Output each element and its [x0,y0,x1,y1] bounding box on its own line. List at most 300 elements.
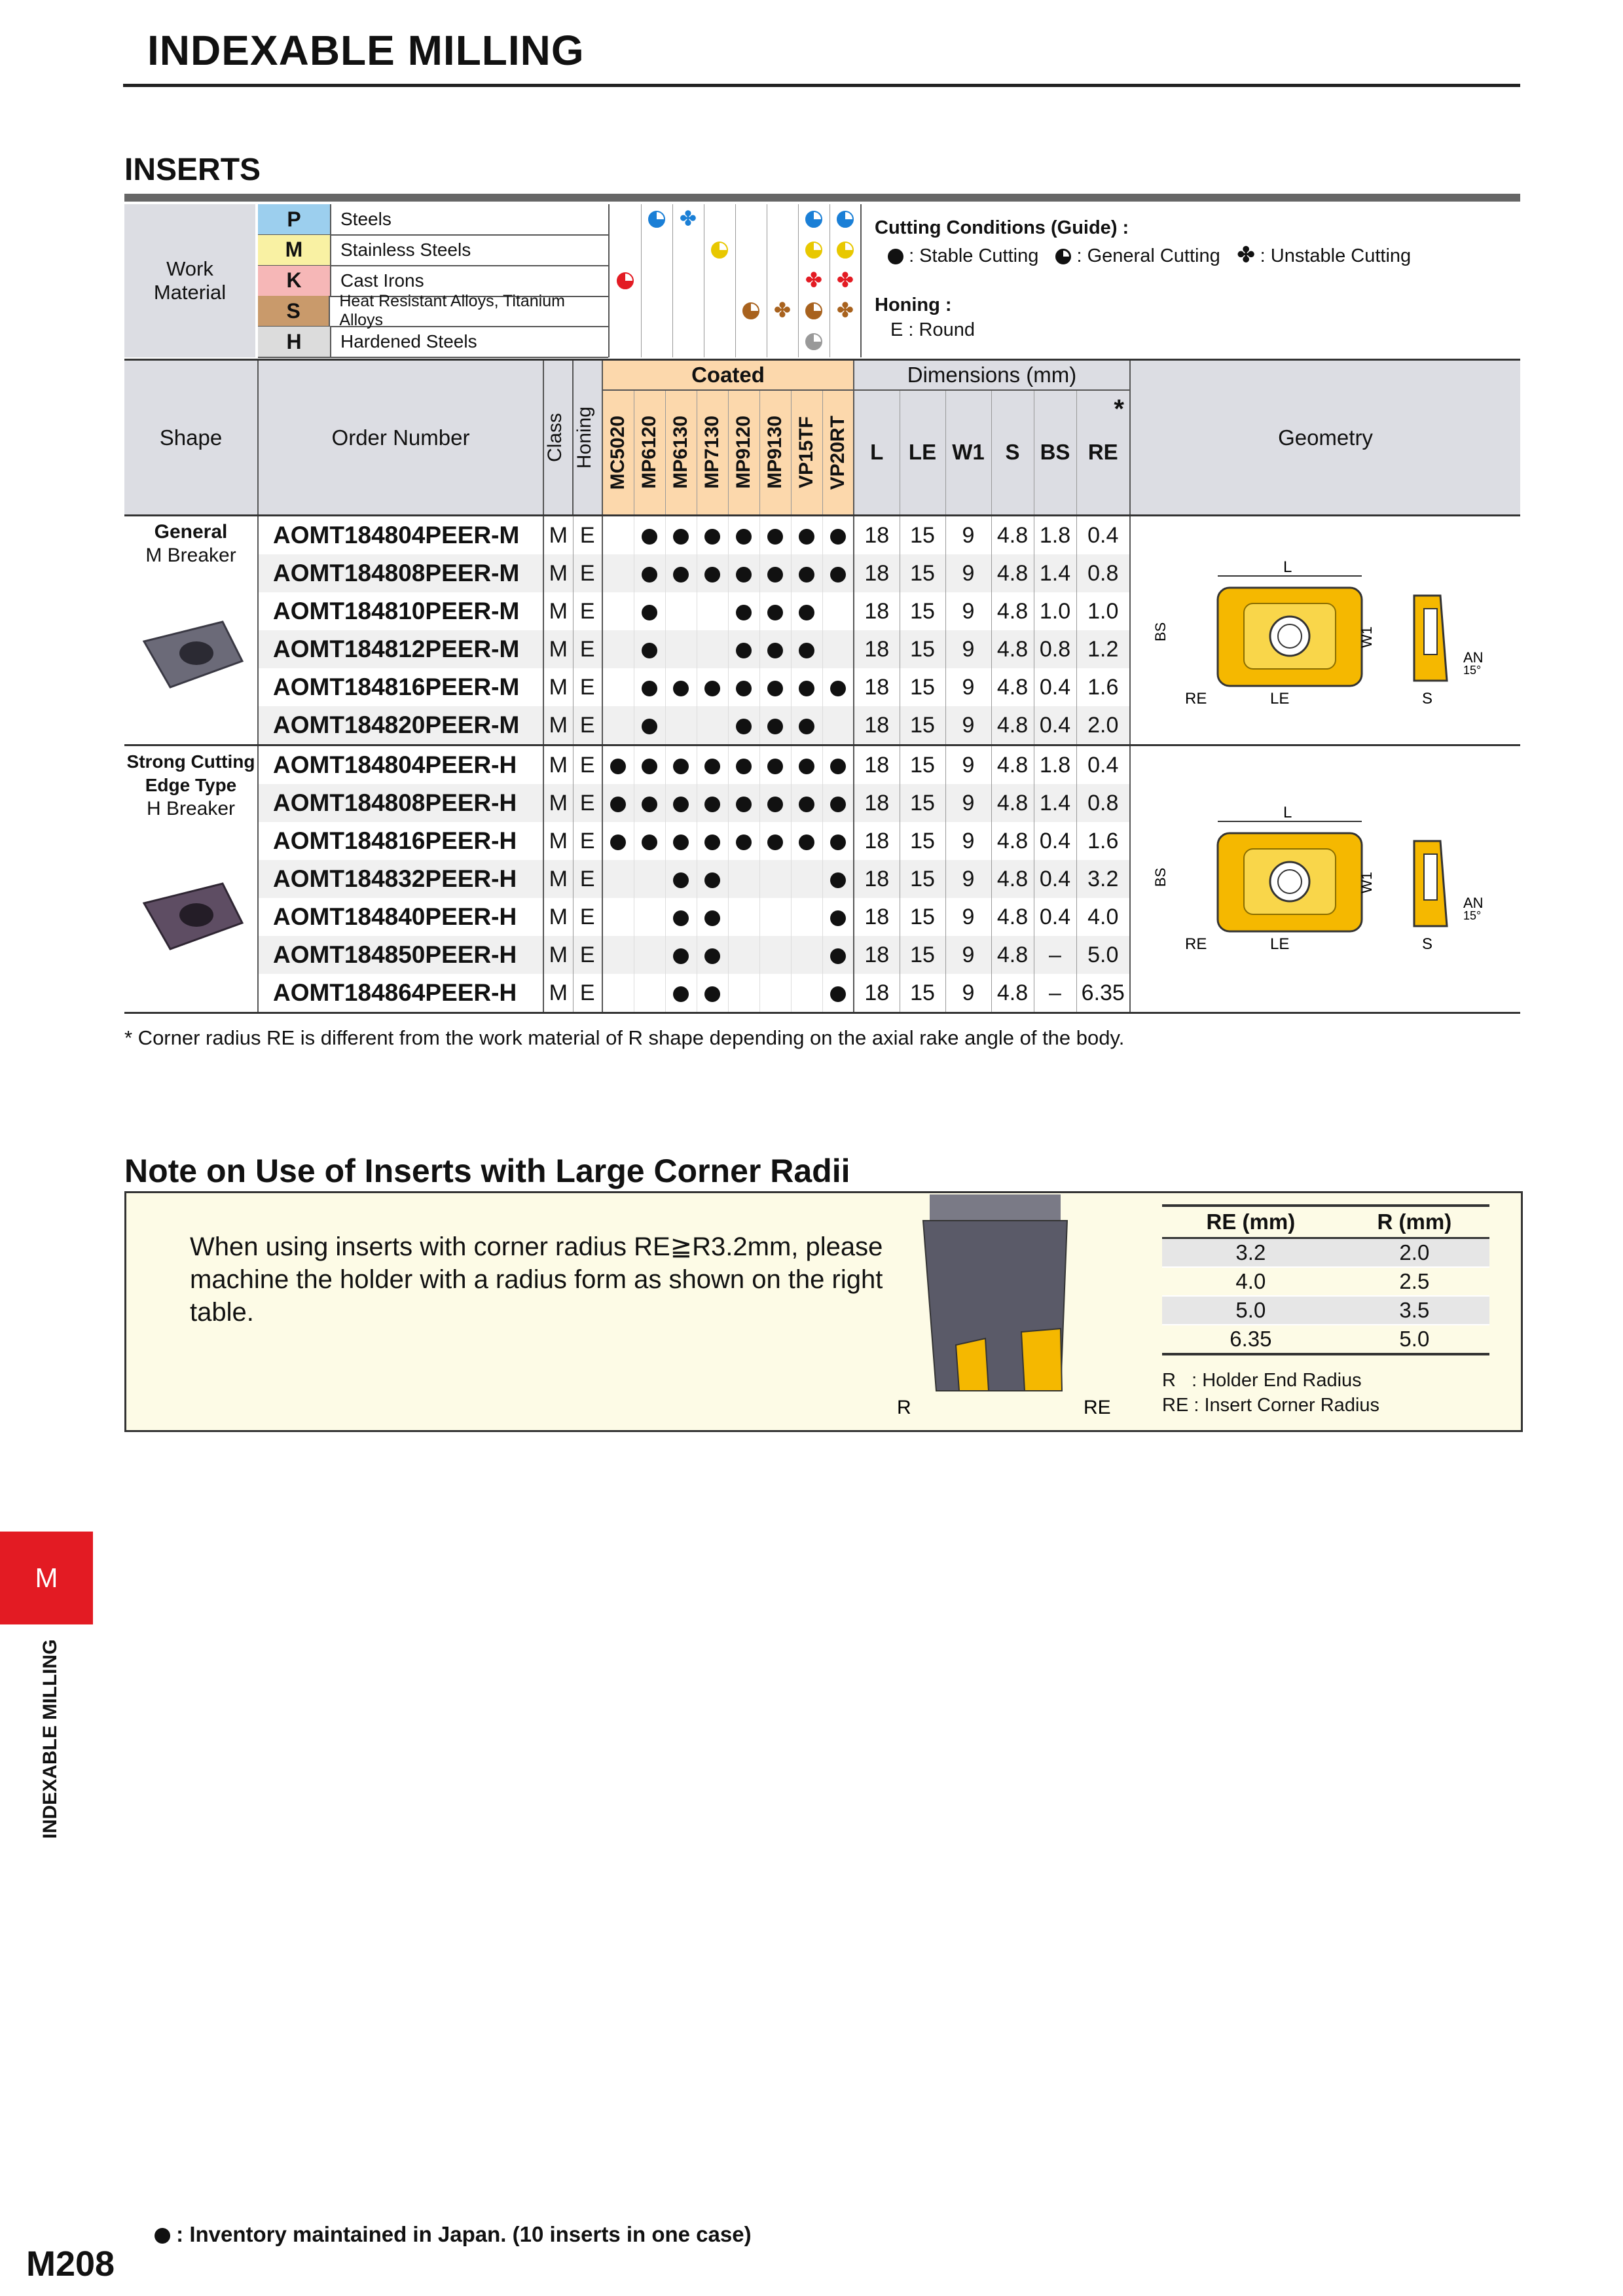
dimension-cell: 18 [854,592,900,630]
stock-dot-icon [704,872,720,888]
stock-dot-icon [767,605,783,620]
dimension-header-text: S [1005,440,1020,465]
dimension-cell: 15 [900,668,945,706]
dimension-header-text: RE [1087,440,1118,465]
grade-suitability-grid [608,204,862,357]
class-cell: M [543,936,573,974]
class-cell: M [543,745,573,785]
side-tab-text [34,1636,73,1852]
grade-header [697,390,728,516]
grade-cell [822,592,854,630]
order-number: AOMT184804PEER-H [258,745,543,785]
radius-table-cell: 2.5 [1340,1267,1489,1296]
order-number: AOMT184810PEER-M [258,592,543,630]
stock-dot-icon [673,759,689,774]
shape-header: Shape [124,360,258,516]
grade-cell [634,554,665,592]
dimension-cell: 18 [854,898,900,936]
grade-cell [822,974,854,1013]
grade-cell [602,860,634,898]
work-material-letter: P [258,204,331,234]
grade-cell [634,822,665,860]
dimension-cell: 9 [945,706,991,745]
dimension-cell: 4.8 [991,784,1034,822]
grade-grid-line [672,204,673,357]
grade-cell [822,554,854,592]
class-cell: M [543,668,573,706]
geometry-diagram-m [1152,556,1493,713]
grade-header-text: MP6120 [638,416,660,490]
unstable-cutting-icon: ✤ [774,300,791,322]
work-material-label-line2: Material [153,281,227,304]
class-header-text: Class [544,412,566,462]
insert-side-view-m [1414,596,1447,681]
stock-dot-icon [610,797,626,812]
radius-table-cell: 2.0 [1340,1238,1489,1268]
general-cutting-icon [1055,249,1071,264]
table-row [124,516,1520,555]
unstable-cutting-icon: ✤ [837,300,854,322]
grade-header [791,390,822,516]
grade-cell [728,554,759,592]
stock-dot-icon [767,529,783,545]
dimension-cell: 15 [900,706,945,745]
dim-label-an-m: AN [1463,649,1484,666]
grade-header [665,390,697,516]
unstable-cutting-icon: ✤ [837,269,854,291]
grade-header-text: MP6130 [670,416,691,490]
holder-label-r: R [897,1397,911,1418]
radius-table-cell: 5.0 [1340,1325,1489,1354]
unstable-cutting-icon: ✤ [805,269,822,291]
grade-cell [634,516,665,555]
dimension-cell: 9 [945,784,991,822]
grade-cell [728,668,759,706]
dimension-cell: 18 [854,974,900,1013]
stock-dot-icon [767,719,783,734]
general-cutting-icon [648,211,665,228]
work-material-letter: K [258,266,331,296]
dimension-cell: 9 [945,822,991,860]
stock-dot-icon [830,948,846,964]
grade-cell [602,936,634,974]
stock-dot-icon [767,681,783,696]
work-material-label [124,204,255,357]
grade-cell [822,668,854,706]
note-text: When using inserts with corner radius RE≧R3.2mm, please machine the holder with a radius form as shown on the right table. [190,1232,883,1327]
dimensions-header: Dimensions (mm) [854,360,1130,390]
cutting-conditions-title: Cutting Conditions (Guide) : [875,217,1129,238]
radius-table-cell: 3.2 [1162,1238,1340,1268]
dimension-cell: – [1034,974,1076,1013]
dimension-cell: 4.8 [991,554,1034,592]
stock-dot-icon [767,567,783,583]
grade-cell [634,860,665,898]
stock-dot-icon [642,759,657,774]
dimension-header [1076,390,1130,516]
dimension-cell: 1.6 [1076,668,1130,706]
coated-header: Coated [602,360,854,390]
grade-cell [728,745,759,785]
grade-cell [634,974,665,1013]
dimension-cell: 0.8 [1034,630,1076,668]
radius-table-header: R (mm) [1340,1206,1489,1238]
class-cell: M [543,592,573,630]
grade-cell [697,860,728,898]
stock-dot-icon [704,797,720,812]
stock-dot-icon [673,681,689,696]
work-material-row [258,235,608,266]
honing-cell: E [573,745,602,785]
order-number: AOMT184832PEER-H [258,860,543,898]
dimension-header-text: L [870,440,884,465]
grade-cell [665,592,697,630]
honing-cell: E [573,668,602,706]
grade-header-text: MP9120 [733,416,754,490]
grade-cell [822,745,854,785]
stock-dot-icon [767,759,783,774]
dimension-cell: 9 [945,554,991,592]
class-cell: M [543,784,573,822]
work-material-name: Cast Irons [340,270,424,291]
grade-cell [791,630,822,668]
dimension-cell: 18 [854,630,900,668]
grade-cell [697,592,728,630]
grade-cell [822,630,854,668]
honing-cell: E [573,974,602,1013]
stock-dot-icon [642,529,657,545]
stock-dot-icon [736,681,752,696]
honing-cell: E [573,860,602,898]
general-cutting-icon [617,272,634,289]
stock-dot-icon [830,986,846,1002]
work-material-row [258,292,608,330]
general-cutting-icon [837,211,854,228]
stock-dot-icon [704,681,720,696]
dimension-cell: 15 [900,784,945,822]
dimension-header [945,390,991,516]
stock-dot-icon [704,948,720,964]
grade-cell [728,936,759,974]
grade-cell [759,516,791,555]
class-header [543,360,573,516]
grade-cell [759,706,791,745]
dimension-cell: 15 [900,974,945,1013]
order-number: AOMT184808PEER-H [258,784,543,822]
stock-dot-icon [799,681,814,696]
dim-label-re-h: RE [1185,935,1207,953]
grade-cell [697,936,728,974]
grade-header [634,390,665,516]
grade-grid-line [798,204,799,357]
grade-cell [602,745,634,785]
radius-table-cell: 3.5 [1340,1296,1489,1325]
general-cutting-icon [742,302,759,319]
stock-dot-icon [736,834,752,850]
grade-cell [759,554,791,592]
dim-label-angle-h: 15° [1463,909,1482,922]
re-star-marker: * [1114,394,1124,423]
grade-cell [791,516,822,555]
dimension-cell: 1.8 [1034,745,1076,785]
radius-table-row [1162,1296,1489,1325]
stock-dot-icon [610,759,626,774]
stock-dot-icon [830,759,846,774]
dimension-cell: 4.8 [991,898,1034,936]
grade-cell [634,784,665,822]
table-row [124,745,1520,785]
corner-radius-footnote: * Corner radius RE is different from the work material of R shape depending on the axial rake angle of the body. [124,1026,1125,1049]
grade-cell [634,706,665,745]
stock-dot-icon [642,834,657,850]
stock-dot-icon [799,719,814,734]
stock-dot-icon [830,910,846,926]
section-title: INSERTS [124,152,261,187]
stock-dot-icon [704,529,720,545]
dimension-cell: 1.4 [1034,784,1076,822]
insert-side-view-h [1414,841,1447,926]
shape-label: M Breaker [145,545,236,566]
stock-dot-icon [736,643,752,658]
dim-label-re-m: RE [1185,690,1207,708]
stock-dot-icon [642,567,657,583]
grade-cell [665,898,697,936]
radius-table-header: RE (mm) [1162,1206,1340,1238]
stock-dot-icon [799,567,814,583]
grade-cell [728,822,759,860]
grade-cell [634,898,665,936]
grade-cell [697,554,728,592]
stable-cutting-icon [888,249,903,264]
dimension-cell: 9 [945,668,991,706]
honing-header-text: Honing [574,406,595,469]
grade-cell [602,668,634,706]
grade-cell [697,974,728,1013]
dimension-cell: 15 [900,630,945,668]
stock-dot-icon [673,834,689,850]
dimension-cell: 3.2 [1076,860,1130,898]
grade-cell [602,898,634,936]
grade-header [822,390,854,516]
dimension-cell: 18 [854,784,900,822]
radius-table-cell: 6.35 [1162,1325,1340,1354]
unstable-cutting-icon: ✤ [1237,243,1255,266]
order-number-header: Order Number [258,360,543,516]
stock-dot-icon [767,834,783,850]
grade-cell [791,936,822,974]
geometry-diagram-h [1152,802,1493,959]
grade-cell [822,860,854,898]
work-material-name: Hardened Steels [340,331,477,352]
grade-cell [697,822,728,860]
grade-cell [728,706,759,745]
conditions-legend-row [888,242,1411,267]
dimension-cell: – [1034,936,1076,974]
side-tab-label: INDEXABLE MILLING [39,1639,61,1839]
dimension-header [854,390,900,516]
class-cell: M [543,516,573,555]
order-number: AOMT184816PEER-H [258,822,543,860]
dimension-cell: 9 [945,592,991,630]
legend-r: R : Holder End Radius [1162,1370,1362,1391]
dimension-cell: 18 [854,516,900,555]
work-material-row [258,327,608,358]
grade-cell [728,516,759,555]
stock-dot-icon [799,605,814,620]
class-cell: M [543,554,573,592]
holder-label-re: RE [1084,1397,1111,1418]
dimension-cell: 0.4 [1034,898,1076,936]
grade-cell [697,668,728,706]
grade-cell [665,784,697,822]
grade-cell [728,974,759,1013]
dim-label-bs-h: BS [1152,867,1169,887]
class-cell: M [543,860,573,898]
stock-dot-icon [642,797,657,812]
dim-label-l-m: L [1283,558,1292,576]
grade-cell [822,784,854,822]
work-material-name: Steels [340,209,392,229]
dimension-cell: 4.8 [991,592,1034,630]
m-breaker-insert-photo [131,615,249,694]
stock-dot-icon [673,986,689,1002]
grade-cell [665,936,697,974]
grade-cell [634,745,665,785]
grade-cell [665,974,697,1013]
cutting-conditions-legend [859,204,1520,357]
honing-header [573,360,602,516]
stock-dot-icon [830,834,846,850]
grade-cell [602,706,634,745]
stock-dot-icon [704,910,720,926]
class-cell: M [543,706,573,745]
dimension-cell: 0.8 [1076,784,1130,822]
dimension-cell: 6.35 [1076,974,1130,1013]
radius-table-cell: 4.0 [1162,1267,1340,1296]
dimension-cell: 1.4 [1034,554,1076,592]
dim-label-l-h: L [1283,804,1292,821]
stock-dot-icon [704,986,720,1002]
holder-shank [930,1194,1061,1221]
dimension-cell: 1.6 [1076,822,1130,860]
stock-dot-icon [673,567,689,583]
page-number: M208 [26,2244,115,2284]
general-cutting-icon [805,211,822,228]
dimension-cell: 0.4 [1076,516,1130,555]
dimension-cell: 4.8 [991,516,1034,555]
grade-cell [759,860,791,898]
stock-dot-icon [736,529,752,545]
shape-label: General [154,521,228,543]
dim-label-w1-m: W1 [1359,626,1375,648]
grade-cell [822,822,854,860]
grade-header-text: MP7130 [701,416,723,490]
honing-cell: E [573,592,602,630]
dim-label-an-h: AN [1463,895,1484,911]
grade-cell [728,630,759,668]
grade-cell [665,860,697,898]
legend-re: RE : Insert Corner Radius [1162,1395,1380,1416]
stock-dot-icon [830,797,846,812]
dimension-cell: 18 [854,668,900,706]
radius-table [1162,1204,1489,1355]
dimension-cell: 0.4 [1034,668,1076,706]
stock-dot-icon [830,529,846,545]
honing-cell: E [573,630,602,668]
grade-cell [759,898,791,936]
dimension-cell: 4.8 [991,668,1034,706]
stock-dot-icon [704,834,720,850]
grade-cell [791,974,822,1013]
dimension-cell: 15 [900,554,945,592]
stock-dot-icon [704,567,720,583]
dimension-cell: 9 [945,630,991,668]
grade-cell [822,898,854,936]
grade-cell [791,860,822,898]
dimension-cell: 9 [945,936,991,974]
dimension-cell: 2.0 [1076,706,1130,745]
dimension-cell: 1.0 [1076,592,1130,630]
grade-cell [791,745,822,785]
grade-cell [602,554,634,592]
stock-dot-icon [736,797,752,812]
grade-cell [728,898,759,936]
grade-cell [697,784,728,822]
grade-cell [759,936,791,974]
honing-cell: E [573,822,602,860]
dimension-cell: 1.0 [1034,592,1076,630]
radius-legend [1162,1368,1379,1418]
stock-dot-icon [642,681,657,696]
inventory-note-text: : Inventory maintained in Japan. (10 inserts in one case) [176,2222,752,2246]
dimension-cell: 4.8 [991,860,1034,898]
general-cutting-icon [805,242,822,259]
dim-label-s-h: S [1422,935,1433,953]
dimension-header-text: W1 [952,440,985,465]
honing-cell: E [573,898,602,936]
inventory-icon [155,2228,170,2244]
work-material-letter: H [258,327,331,357]
shape-label: H Breaker [146,798,236,819]
grade-cell [634,592,665,630]
order-number: AOMT184812PEER-M [258,630,543,668]
general-cutting-icon [837,242,854,259]
dimension-cell: 18 [854,936,900,974]
grade-cell [697,898,728,936]
grade-cell [665,668,697,706]
honing-cell: E [573,784,602,822]
dimension-cell: 18 [854,822,900,860]
grade-header-text: VP15TF [795,416,817,489]
work-material-name: Heat Resistant Alloys, Titanium Alloys [339,292,565,330]
honing-cell: E [573,706,602,745]
grade-header-text: MP9130 [764,416,786,490]
radius-table-cell: 5.0 [1162,1296,1340,1325]
work-material-name: Stainless Steels [340,239,471,260]
general-cutting-icon [805,333,822,350]
unstable-cutting-label: : Unstable Cutting [1260,245,1412,266]
order-number: AOMT184840PEER-H [258,898,543,936]
stock-dot-icon [799,759,814,774]
honing-cell: E [573,554,602,592]
dimension-cell: 4.8 [991,936,1034,974]
grade-cell [791,706,822,745]
stock-dot-icon [642,719,657,734]
grade-grid-line [641,204,642,357]
grade-cell [822,516,854,555]
grade-cell [791,592,822,630]
grade-header-text: VP20RT [826,415,848,490]
